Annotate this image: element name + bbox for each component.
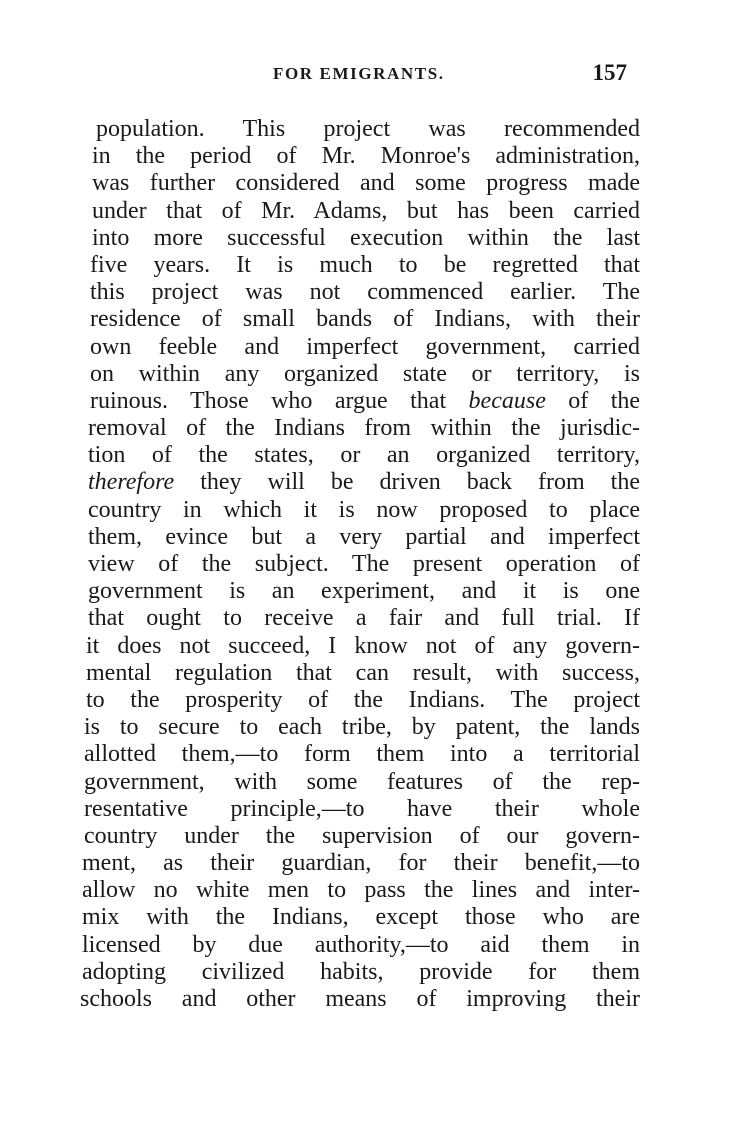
text-line: resentative principle,—to have their whole <box>84 795 640 822</box>
text-line: into more successful execution within the last <box>92 224 640 251</box>
text-line: this project was not commenced earlier. The <box>90 279 640 306</box>
text-line: was further considered and some progress made <box>92 170 640 197</box>
text-line: mental regulation that can result, with success, <box>86 659 640 686</box>
text-line <box>90 388 640 415</box>
text-line: government, with some features of the rep- <box>84 768 640 795</box>
text-line: allow no white men to pass the lines and inter- <box>82 877 640 904</box>
running-title: FOR EMIGRANTS. <box>273 64 445 83</box>
text-line: country under the supervision of our govern- <box>84 822 640 849</box>
text-line: tion of the states, or an organized territory, <box>88 442 640 469</box>
text-line: schools and other means of improving their <box>80 986 640 1012</box>
page-number: 157 <box>592 60 627 85</box>
text-line: country in which it is now proposed to place <box>88 496 640 523</box>
text-line: own feeble and imperfect government, carried <box>90 333 640 360</box>
body-text <box>80 116 640 1013</box>
text-line: five years. It is much to be regretted that <box>90 251 640 278</box>
text-fragment: of the <box>545 387 641 414</box>
text-line: ment, as their guardian, for their benefit,—to <box>82 850 640 877</box>
text-line: adopting civilized habits, provide for them <box>82 958 640 985</box>
text-fragment: ruinous. Those who argue that <box>90 387 447 414</box>
italic-emphasis: therefore <box>88 469 175 496</box>
running-head <box>0 60 736 90</box>
text-fragment: they will be driven back from the <box>174 469 640 496</box>
text-line: that ought to receive a fair and full trial. If <box>88 605 640 632</box>
text-line: it does not succeed, I know not of any govern- <box>86 632 640 659</box>
text-line: on within any organized state or territory, is <box>90 360 640 387</box>
italic-emphasis: because <box>468 387 546 414</box>
text-line: to the prosperity of the Indians. The project <box>86 686 640 713</box>
text-line: removal of the Indians from within the jurisdic- <box>88 415 640 442</box>
text-line: view of the subject. The present operation of <box>88 551 640 577</box>
text-line: them, evince but a very partial and imperfect <box>88 523 640 550</box>
text-line: allotted them,—to form them into a territorial <box>84 741 640 768</box>
text-line: in the period of Mr. Monroe's administration, <box>92 143 640 170</box>
text-line: licensed by due authority,—to aid them in <box>82 931 640 958</box>
text-line: mix with the Indians, except those who are <box>82 904 640 931</box>
text-line: under that of Mr. Adams, but has been carried <box>92 197 640 224</box>
text-line: government is an experiment, and it is one <box>88 578 640 605</box>
text-line: residence of small bands of Indians, with their <box>90 306 640 333</box>
text-line: population. This project was recommended <box>96 116 640 142</box>
text-line: is to secure to each tribe, by patent, the lands <box>84 714 640 741</box>
text-line <box>88 469 640 496</box>
